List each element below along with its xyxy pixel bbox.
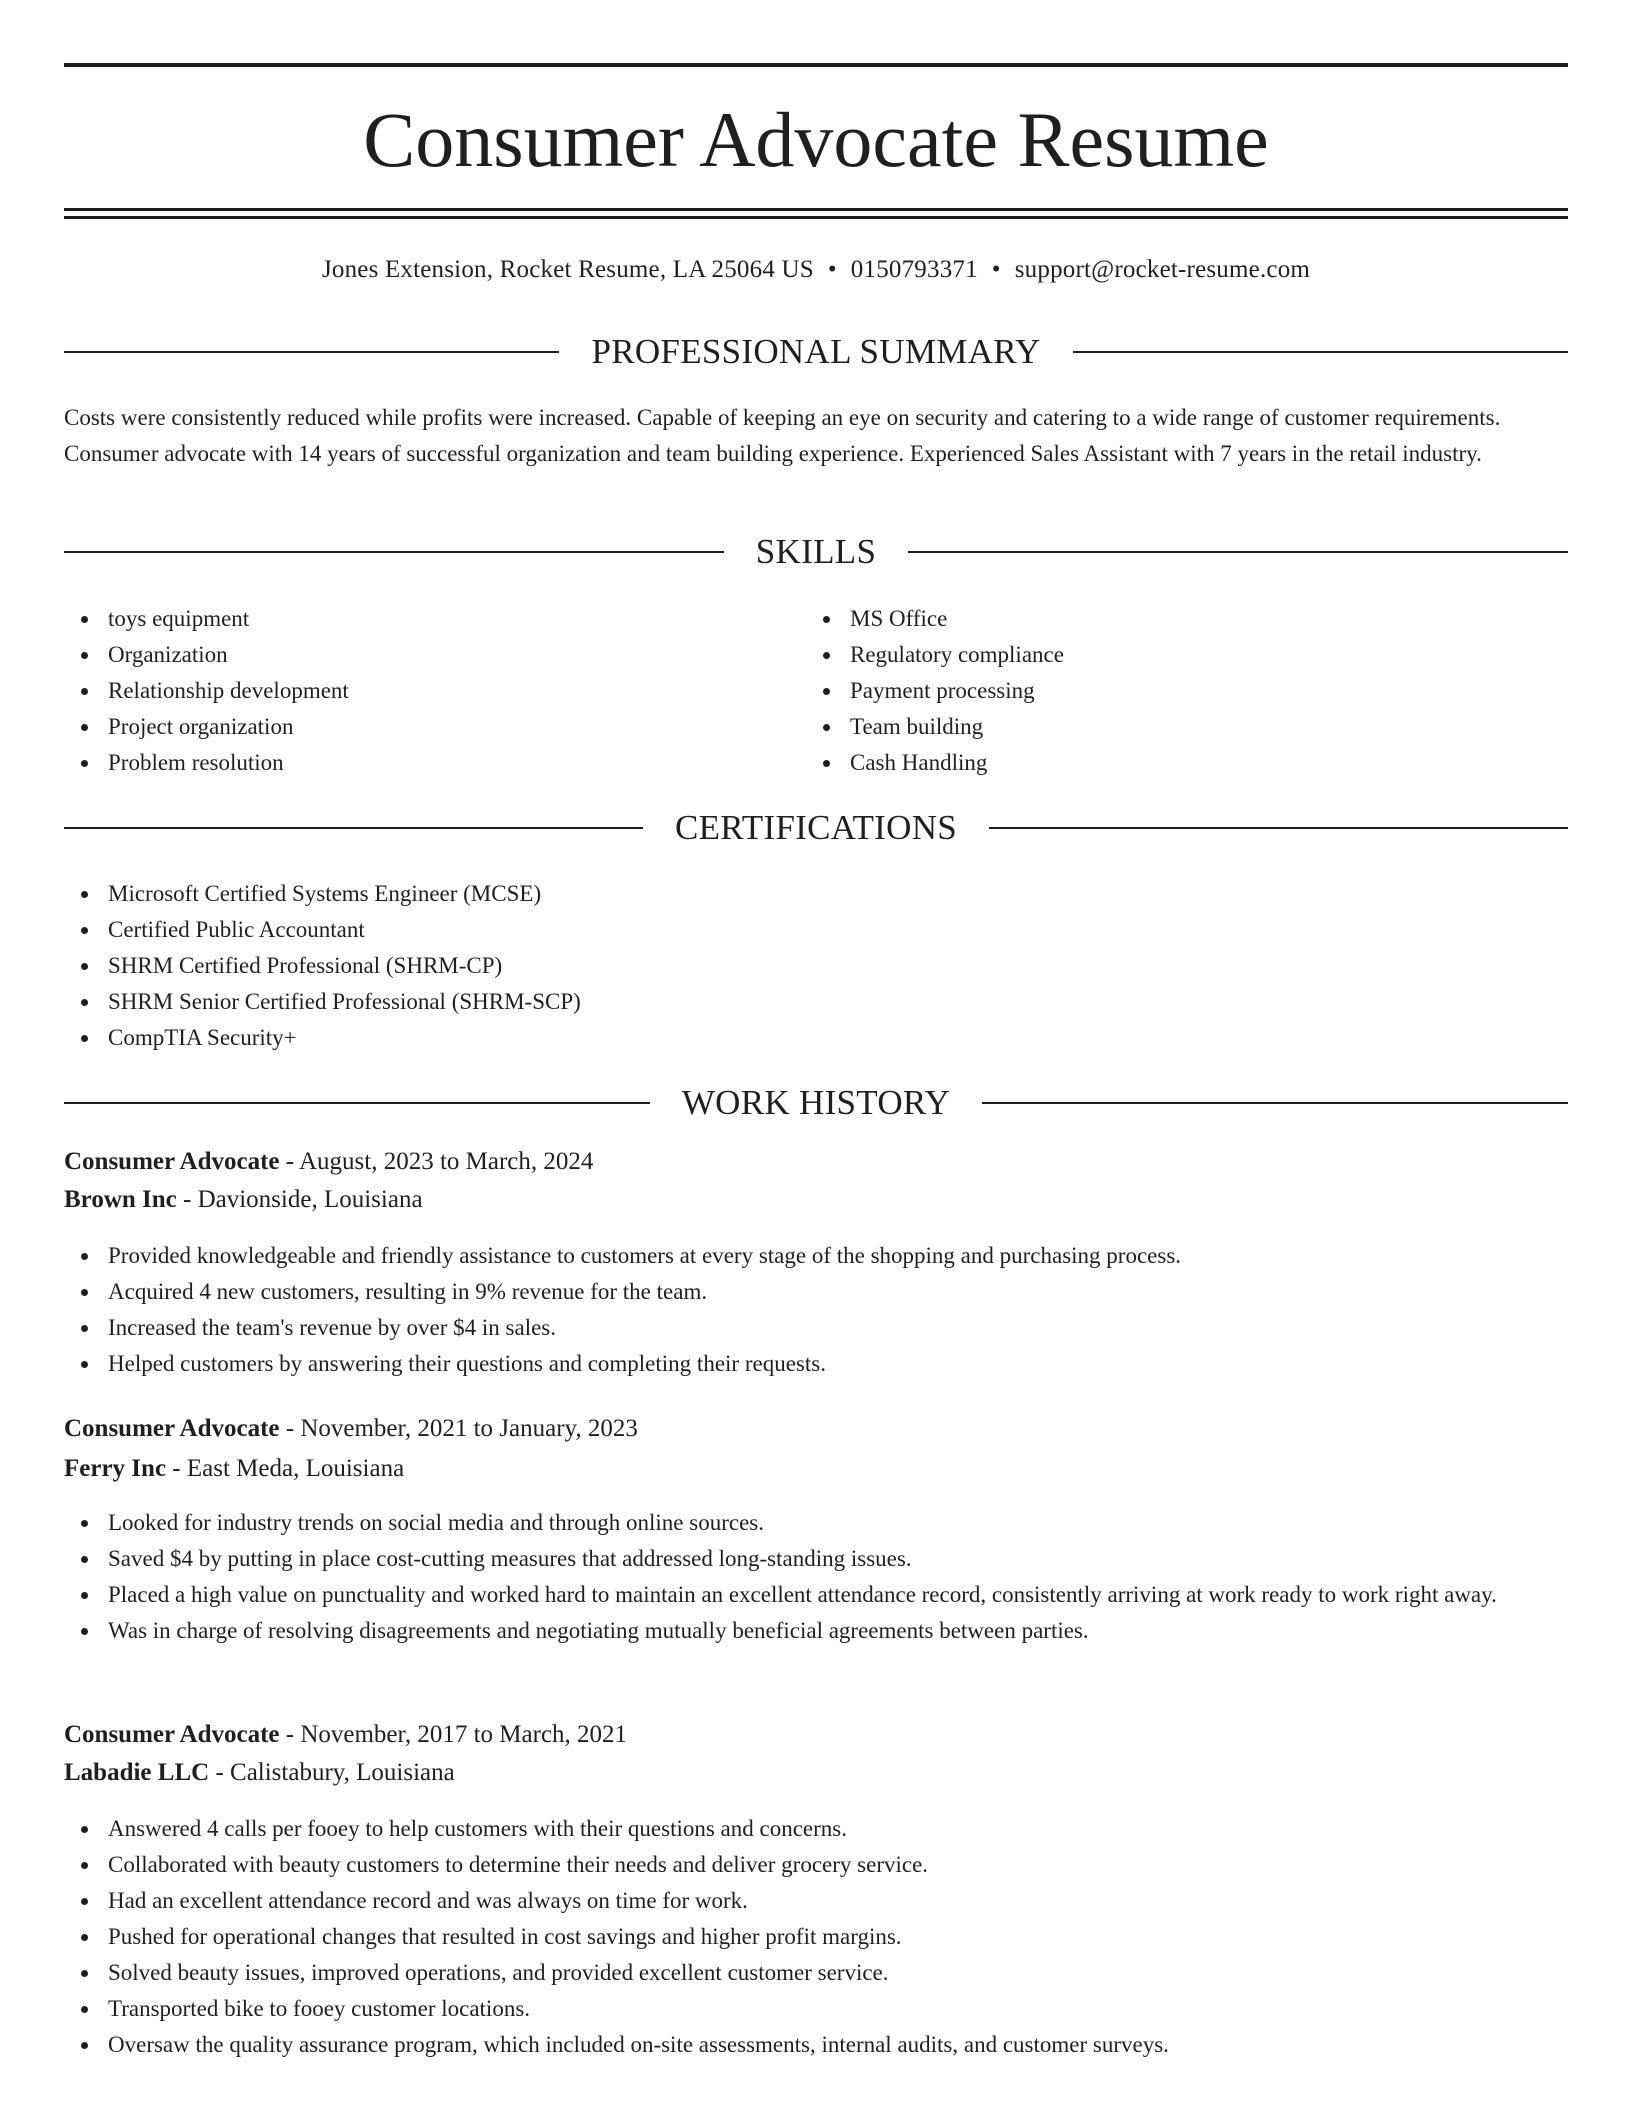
bullet-icon [81,963,88,970]
job-title: Consumer Advocate [64,1415,280,1442]
bullet-icon [81,927,88,934]
bullet-icon [81,652,88,659]
job-company-line [64,1756,1568,1790]
job-company-line [64,1452,1568,1486]
bullet-icon [81,1520,88,1527]
contact-separator: • [827,256,837,283]
heading-rule-right [908,551,1568,553]
bullet-icon [81,616,88,623]
job-title-line [64,1718,1568,1752]
title-double-rule [64,208,1568,219]
list-item: Provided knowledgeable and friendly assistance to customers at every stage of the shopping and purchasing process. [64,1238,1568,1274]
contact-email: support@rocket-resume.com [1014,256,1311,283]
skills-list-right [806,601,1566,781]
job-company-line [64,1183,1568,1217]
contact-line [64,254,1568,286]
job-location: - East Meda, Louisiana [166,1455,405,1482]
contact-separator: • [991,256,1001,283]
list-item: toys equipment [64,601,804,637]
heading-rule-right [982,1102,1568,1104]
list-item: SHRM Senior Certified Professional (SHRM-SCP) [64,984,1568,1020]
certifications-list [64,876,1568,1056]
list-item: MS Office [806,601,1566,637]
list-item: Organization [64,637,804,673]
bullet-icon [81,688,88,695]
job-title: Consumer Advocate [64,1721,280,1748]
heading-rule-left [64,827,643,829]
bullet-icon [81,760,88,767]
list-item: Transported bike to fooey customer locations. [64,1991,1568,2027]
heading-rule-left [64,551,724,553]
work-history-heading-label: WORK HISTORY [681,1083,951,1122]
bullet-icon [81,724,88,731]
job-company: Brown Inc [64,1186,177,1213]
list-item: CompTIA Security+ [64,1020,1568,1056]
bullet-icon [81,1862,88,1869]
list-item: Helped customers by answering their questions and completing their requests. [64,1346,1568,1382]
bullet-icon [81,1592,88,1599]
job-dates: - November, 2017 to March, 2021 [279,1721,628,1748]
list-item: Certified Public Accountant [64,912,1568,948]
bullet-icon [81,1289,88,1296]
bullet-icon [81,2006,88,2013]
job-title: Consumer Advocate [64,1148,280,1175]
summary-text: Costs were consistently reduced while profits were increased. Capable of keeping an eye on security and catering to a wide range of customer requirements. Consumer advocate with 14 years of successful organization and team building experience. Experienced Sales Assistant with 7 years in the retail industry. [64,405,1501,466]
bullet-icon [81,1628,88,1635]
bullet-icon [81,891,88,898]
list-item: Relationship development [64,673,804,709]
summary-heading-label: PROFESSIONAL SUMMARY [591,332,1041,371]
bullet-icon [81,1361,88,1368]
bullet-icon [81,1253,88,1260]
job-dates: - November, 2021 to January, 2023 [279,1415,638,1442]
job-bullet-list [64,1811,1568,2063]
job-dates: - August, 2023 to March, 2024 [279,1148,594,1175]
heading-rule-left [64,1102,650,1104]
bullet-icon [81,999,88,1006]
summary-section-heading [64,330,1568,374]
bullet-icon [81,1035,88,1042]
list-item: Saved $4 by putting in place cost-cutting measures that addressed long-standing issues. [64,1541,1568,1577]
job-title-line [64,1145,1568,1179]
contact-phone: 0150793371 [850,256,978,283]
bullet-icon [81,1556,88,1563]
job-location: - Calistabury, Louisiana [209,1759,455,1786]
bullet-icon [823,652,830,659]
job-bullet-list [64,1238,1568,1382]
list-item: Regulatory compliance [806,637,1566,673]
bullet-icon [823,724,830,731]
certifications-heading-label: CERTIFICATIONS [674,808,958,847]
list-item: Increased the team's revenue by over $4 in sales. [64,1310,1568,1346]
skills-heading-label: SKILLS [755,532,877,571]
page-title: Consumer Advocate Resume [363,96,1269,183]
bullet-icon [823,760,830,767]
list-item: Problem resolution [64,745,804,781]
skills-section-heading [64,530,1568,574]
list-item: Answered 4 calls per fooey to help customers with their questions and concerns. [64,1811,1568,1847]
bullet-icon [81,1970,88,1977]
list-item: Oversaw the quality assurance program, which included on-site assessments, internal audits, and customer surveys. [64,2027,1568,2063]
top-rule [64,63,1568,67]
list-item: SHRM Certified Professional (SHRM-CP) [64,948,1568,984]
bullet-icon [823,616,830,623]
job-company: Ferry Inc [64,1455,167,1482]
list-item: Solved beauty issues, improved operations, and provided excellent customer service. [64,1955,1568,1991]
bullet-icon [81,1826,88,1833]
heading-rule-left [64,351,559,353]
list-item: Was in charge of resolving disagreements and negotiating mutually beneficial agreements between parties. [64,1613,1568,1649]
job-title-line [64,1412,1568,1446]
list-item: Pushed for operational changes that resulted in cost savings and higher profit margins. [64,1919,1568,1955]
list-item: Had an excellent attendance record and was always on time for work. [64,1883,1568,1919]
list-item: Team building [806,709,1566,745]
contact-address: Jones Extension, Rocket Resume, LA 25064 US [321,256,814,283]
job-bullet-list [64,1505,1568,1649]
job-location: - Davionside, Louisiana [176,1186,423,1213]
bullet-icon [81,1325,88,1332]
heading-rule-right [1073,351,1568,353]
list-item: Payment processing [806,673,1566,709]
list-item: Looked for industry trends on social media and through online sources. [64,1505,1568,1541]
skills-list-left [64,601,804,781]
list-item: Acquired 4 new customers, resulting in 9% revenue for the team. [64,1274,1568,1310]
bullet-icon [81,1898,88,1905]
bullet-icon [81,1934,88,1941]
list-item: Collaborated with beauty customers to determine their needs and deliver grocery service. [64,1847,1568,1883]
list-item: Project organization [64,709,804,745]
list-item: Microsoft Certified Systems Engineer (MCSE) [64,876,1568,912]
job-company: Labadie LLC [64,1759,210,1786]
bullet-icon [81,2042,88,2049]
work-history-section-heading [64,1081,1568,1125]
certifications-section-heading [64,806,1568,850]
list-item: Placed a high value on punctuality and worked hard to maintain an excellent attendance record, consistently arriving at work ready to work right away. [64,1577,1568,1613]
list-item: Cash Handling [806,745,1566,781]
bullet-icon [823,688,830,695]
heading-rule-right [989,827,1568,829]
